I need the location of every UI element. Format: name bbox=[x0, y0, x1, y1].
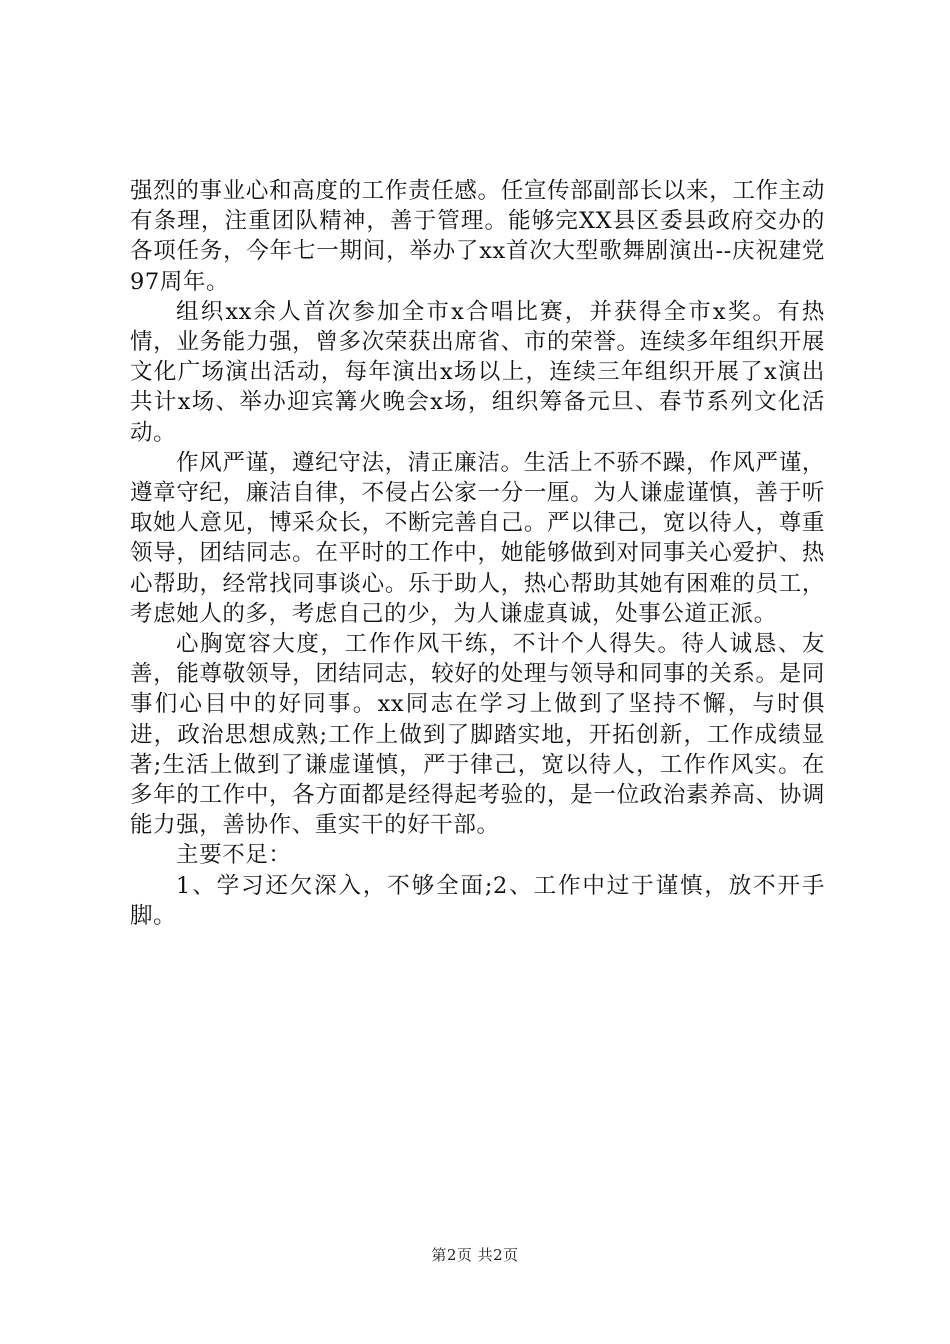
body-paragraph: 组织xx余人首次参加全市x合唱比赛，并获得全市x奖。有热情，业务能力强，曾多次荣获出席省、市的荣誉。连续多年组织开展文化广场演出活动，每年演出x场以上，连续三年组织开展了x演出共计x场、举办迎宾篝火晚会x场，组织筹备元旦、春节系列文化活动。 bbox=[130, 298, 825, 446]
body-paragraph-continuation: 强烈的事业心和高度的工作责任感。任宣传部副部长以来，工作主动有条理，注重团队精神，善于管理。能够完XX县区委县政府交办的各项任务，今年七一期间，举办了xx首次大型歌舞剧演出--庆祝建党97周年。 bbox=[130, 178, 825, 295]
shortcomings-heading: 主要不足： bbox=[176, 842, 292, 869]
body-paragraph: 作风严谨，遵纪守法，清正廉洁。生活上不骄不躁，作风严谨，遵章守纪，廉洁自律，不侵占公家一分一厘。为人谦虚谨慎，善于听取她人意见，博采众长，不断完善自己。严以律己，宽以待人，尊重领导，团结同志。在平时的工作中，她能够做到对同事关心爱护、热心帮助，经常找同事谈心。乐于助人，热心帮助其她有困难的员工，考虑她人的多，考虑自己的少，为人谦虚真诚，处事公道正派。 bbox=[130, 449, 825, 627]
page-number-footer: 第2页 共2页 bbox=[431, 1246, 519, 1264]
document-body bbox=[130, 176, 825, 931]
body-paragraph: 心胸宽容大度，工作作风干练，不计个人得失。待人诚恳、友善，能尊敬领导，团结同志，较好的处理与领导和同事的关系。是同事们心目中的好同事。xx同志在学习上做到了坚持不懈，与时俱进，政治思想成熟;工作上做到了脚踏实地，开拓创新，工作成绩显著;生活上做到了谦虚谨慎，严于律己，宽以待人，工作作风实。在多年的工作中，各方面都是经得起考验的，是一位政治素养高、协调能力强，善协作、重实干的好干部。 bbox=[130, 631, 825, 839]
shortcomings-list: 1、学习还欠深入，不够全面;2、工作中过于谨慎，放不开手脚。 bbox=[130, 872, 825, 929]
